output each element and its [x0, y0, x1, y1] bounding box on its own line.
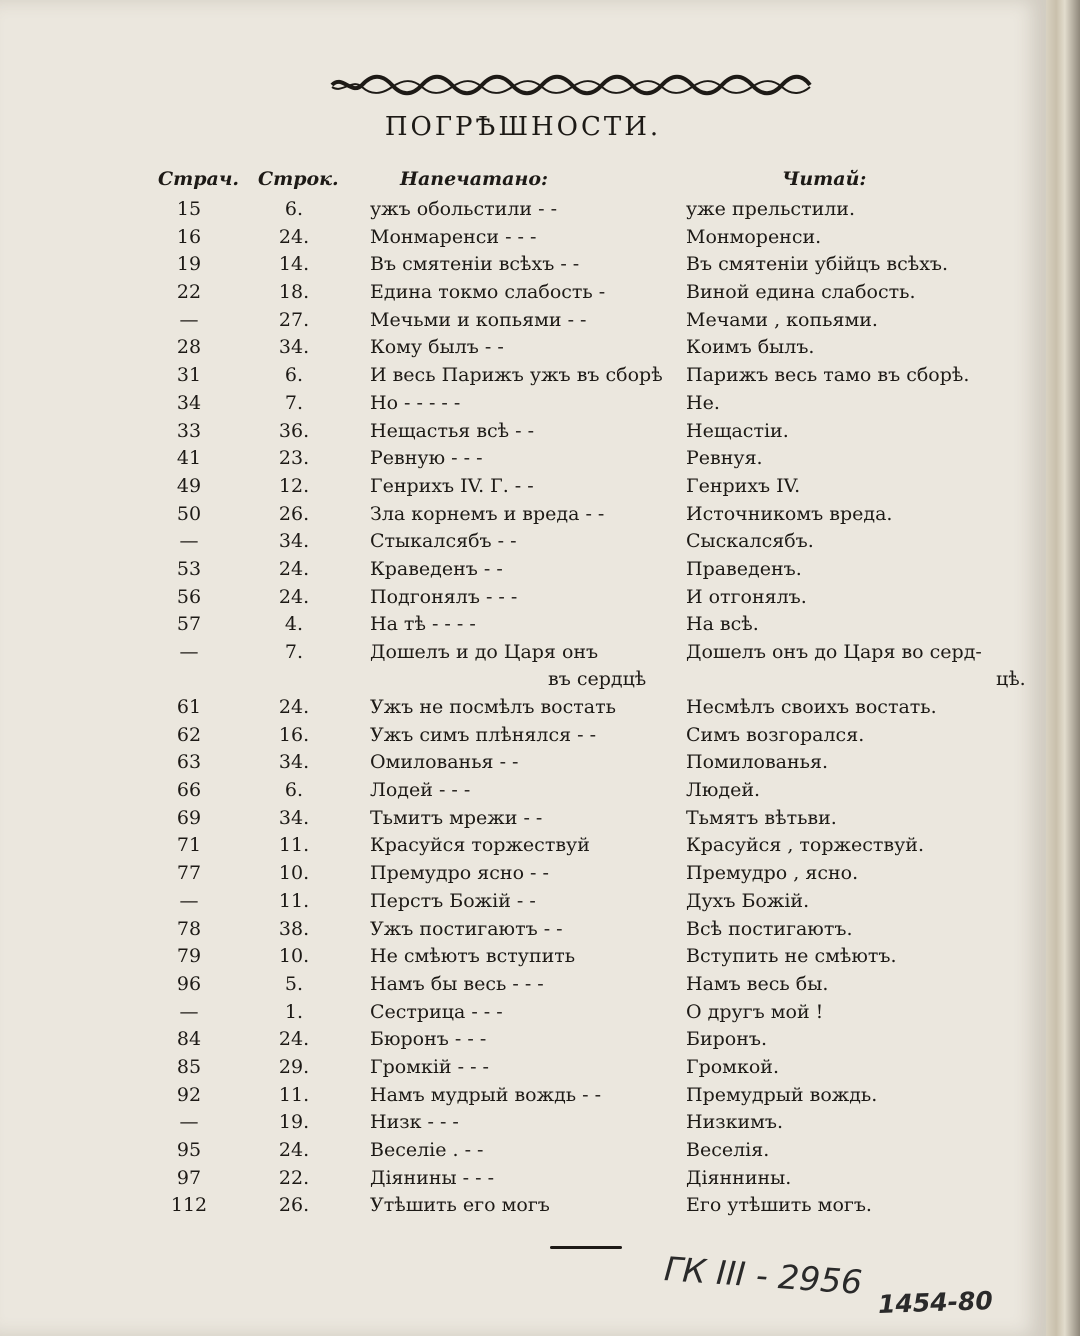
cell-printed: Низк - - -	[370, 1111, 459, 1134]
table-row	[0, 805, 1046, 833]
cell-read: И отгонялъ.	[686, 585, 807, 608]
cell-read: О другъ мой !	[686, 1000, 824, 1023]
cell-line: 24.	[278, 696, 310, 718]
cell-read: Вступить не смѣютъ.	[686, 945, 897, 968]
cell-page: 61	[176, 696, 202, 718]
cell-page: 95	[176, 1139, 202, 1161]
cell-printed: Премудро ясно - -	[370, 862, 549, 885]
cell-page: 34	[176, 391, 202, 414]
cell-read: Сыскалсябъ.	[686, 530, 814, 553]
cell-page: 53	[176, 557, 202, 580]
cell-line: 16.	[278, 723, 310, 746]
cell-line: 6.	[284, 198, 304, 220]
cell-read: Его утѣшить могъ.	[686, 1194, 872, 1217]
table-row	[0, 1109, 1046, 1137]
cell-page: —	[179, 641, 199, 663]
table-row	[0, 307, 1046, 335]
cell-page: 112	[170, 1194, 208, 1217]
cell-page: 96	[176, 972, 202, 995]
cell-page: 19	[176, 253, 202, 276]
cell-read: Веселiя.	[686, 1139, 770, 1161]
table-row	[0, 749, 1046, 777]
table-row	[0, 777, 1046, 805]
cell-line: 11.	[278, 889, 310, 912]
cell-printed: И весь Парижъ ужъ въ сборѣ	[370, 364, 663, 387]
cell-read: Дошелъ онъ до Царя во серд-	[686, 641, 982, 663]
cell-read: Коимъ былъ.	[686, 336, 815, 359]
cell-printed: Омилованья - -	[370, 751, 519, 774]
cell-printed: Утѣшить его могъ	[370, 1194, 550, 1217]
cell-line: 36.	[278, 419, 310, 442]
cell-read: Помилованья.	[686, 751, 829, 774]
cell-line: 4.	[284, 613, 304, 636]
table-row	[0, 1082, 1046, 1110]
cell-line: 19.	[278, 1111, 310, 1134]
cell-printed-continued: въ сердцѣ	[548, 668, 647, 690]
cell-line: 7.	[284, 641, 304, 663]
cell-read: На всѣ.	[686, 613, 759, 636]
table-row	[0, 501, 1046, 529]
cell-page: 66	[176, 779, 202, 802]
cell-line: 6.	[284, 779, 304, 802]
table-row	[0, 390, 1046, 418]
cell-printed: Ужъ симъ плѣнялся - -	[370, 723, 597, 746]
table-row	[0, 473, 1046, 501]
table-row	[0, 888, 1046, 916]
cell-line: 34.	[278, 751, 310, 774]
cell-read: Премудро , ясно.	[686, 862, 859, 885]
cell-read: Парижъ весь тамо въ сборѣ.	[686, 364, 970, 387]
cell-read: Тьмятъ вѣтьви.	[686, 806, 837, 829]
cell-page: 49	[176, 474, 202, 497]
cell-printed: Нещастья всѣ - -	[370, 419, 535, 442]
cell-printed: Намъ бы весь - - -	[370, 972, 544, 995]
cell-line: 6.	[284, 364, 304, 387]
cell-line: 11.	[278, 1083, 310, 1106]
table-row	[0, 1165, 1046, 1193]
table-row	[0, 584, 1046, 612]
cell-page: 31	[176, 364, 202, 387]
errata-table	[0, 196, 1046, 1220]
cell-line: 22.	[278, 1166, 310, 1189]
cell-printed: Тьмитъ мрежи - -	[370, 806, 543, 829]
cell-line: 26.	[278, 502, 310, 525]
cell-line: 34.	[278, 530, 310, 553]
cell-printed: Кому былъ - -	[370, 336, 504, 359]
cell-printed: Ужъ постигаютъ - -	[370, 917, 563, 940]
cell-printed: Бюронъ - - -	[370, 1028, 487, 1051]
cell-read: Красуйся , торжествуй.	[686, 834, 924, 857]
cell-printed: Сестрица - - -	[370, 1000, 503, 1023]
cell-line: 24.	[278, 225, 310, 248]
cell-read: Источникомъ вреда.	[686, 502, 893, 525]
cell-line: 10.	[278, 945, 310, 968]
cell-line: 23.	[278, 447, 310, 470]
cell-read: уже прельстили.	[686, 198, 856, 220]
table-row	[0, 694, 1046, 722]
cell-line: 24.	[278, 557, 310, 580]
cell-read: Монморенси.	[686, 225, 822, 248]
cell-printed: Зла корнемъ и вреда - -	[370, 502, 605, 525]
cell-line: 5.	[284, 972, 304, 995]
cell-page: —	[179, 1111, 199, 1134]
cell-read: Несмѣлъ своихъ востать.	[686, 696, 937, 718]
cell-read: Премудрый вождь.	[686, 1083, 878, 1106]
cell-page: 97	[176, 1166, 202, 1189]
cell-line: 12.	[278, 474, 310, 497]
cell-read: Громкой.	[686, 1055, 779, 1078]
table-row	[0, 832, 1046, 860]
table-row	[0, 418, 1046, 446]
cell-read: Генрихъ IV.	[686, 474, 801, 497]
table-row	[0, 1054, 1046, 1082]
cell-page: 16	[176, 225, 202, 248]
table-row	[0, 362, 1046, 390]
cell-printed: Красуйся торжествуй	[370, 834, 590, 857]
cell-printed: Генрихъ IV. Г. - -	[370, 474, 534, 497]
cell-line: 18.	[278, 281, 310, 304]
cell-printed: ужъ обольстили - -	[370, 198, 557, 220]
table-row	[0, 916, 1046, 944]
ornament-icon	[330, 72, 812, 98]
cell-printed: Мечьми и копьями - -	[370, 308, 587, 331]
cell-read: Не.	[686, 391, 720, 414]
cell-printed: Не смѣютъ вступить	[370, 945, 576, 968]
cell-page: —	[179, 889, 199, 912]
divider	[550, 1246, 622, 1249]
cell-page: 15	[176, 198, 202, 220]
cell-printed: Дiянины - - -	[370, 1166, 495, 1189]
table-row	[0, 528, 1046, 556]
table-row	[0, 445, 1046, 473]
cell-page: 41	[176, 447, 202, 470]
cell-printed: Подгонялъ - - -	[370, 585, 518, 608]
cell-printed: Въ смятенiи всѣхъ - -	[370, 253, 580, 276]
cell-page: 78	[176, 917, 202, 940]
cell-read: Ревнуя.	[686, 447, 763, 470]
cell-printed: Лодей - - -	[370, 779, 471, 802]
cell-read: Намъ весь бы.	[686, 972, 829, 995]
cell-page: 77	[176, 862, 202, 885]
cell-read: Нещастiи.	[686, 419, 789, 442]
cell-printed: Краведенъ - -	[370, 557, 503, 580]
cell-page: 84	[176, 1028, 202, 1051]
cell-line: 38.	[278, 917, 310, 940]
cell-printed: Но - - - - -	[370, 391, 461, 414]
page-title: ПОГРѢШНОСТИ.	[384, 112, 662, 142]
cell-line: 11.	[278, 834, 310, 857]
cell-printed: Намъ мудрый вождь - -	[370, 1083, 602, 1106]
cell-line: 24.	[278, 1028, 310, 1051]
cell-printed: Едина токмо слабость -	[370, 281, 606, 304]
cell-page: 79	[176, 945, 202, 968]
cell-printed: Монмаренси - - -	[370, 225, 537, 248]
cell-printed: Громкiй - - -	[370, 1055, 489, 1078]
table-row	[0, 251, 1046, 279]
cell-printed: Дошелъ и до Царя онъ	[370, 641, 599, 663]
table-row	[0, 943, 1046, 971]
cell-page: 57	[176, 613, 202, 636]
cell-page: 50	[176, 502, 202, 525]
cell-line: 26.	[278, 1194, 310, 1217]
cell-page: —	[179, 1000, 199, 1023]
table-row	[0, 999, 1046, 1027]
table-row	[0, 722, 1046, 750]
cell-read: Биронъ.	[686, 1028, 768, 1051]
inventory-note: ГК III - 2956	[662, 1249, 864, 1302]
cell-page: 85	[176, 1055, 202, 1078]
cell-line: 24.	[278, 585, 310, 608]
cell-page: 62	[176, 723, 202, 746]
cell-read: Праведенъ.	[686, 557, 802, 580]
page-edge	[1046, 0, 1080, 1336]
cell-line: 1.	[284, 1000, 304, 1023]
table-row	[0, 196, 1046, 224]
cell-page: 22	[176, 281, 202, 304]
cell-page: 56	[176, 585, 202, 608]
cell-page: 71	[176, 834, 202, 857]
table-row	[0, 556, 1046, 584]
table-row	[0, 1026, 1046, 1054]
cell-read: Духъ Божiй.	[686, 889, 810, 912]
table-row	[0, 279, 1046, 307]
header-line: Строк.	[258, 168, 339, 190]
cell-page: 33	[176, 419, 202, 442]
cell-line: 7.	[284, 391, 304, 414]
cell-printed: На тѣ - - - -	[370, 613, 476, 636]
cell-read: Мечами , копьями.	[686, 308, 878, 331]
cell-read: Симъ возгорался.	[686, 723, 865, 746]
cell-printed: Стыкалсябъ - -	[370, 530, 517, 553]
cell-read: Людей.	[686, 779, 761, 802]
cell-line: 24.	[278, 1139, 310, 1161]
cell-page: —	[179, 308, 199, 331]
table-row	[0, 860, 1046, 888]
table-row	[0, 971, 1046, 999]
cell-line: 34.	[278, 336, 310, 359]
header-printed: Напечатано:	[400, 168, 549, 190]
cell-line: 34.	[278, 806, 310, 829]
cell-read: Всѣ постигаютъ.	[686, 917, 853, 940]
cell-printed: Ужъ не посмѣлъ востать	[370, 696, 616, 718]
cell-read: Въ смятенiи убiйцъ всѣхъ.	[686, 253, 949, 276]
table-row	[0, 639, 1046, 694]
cell-read: Низкимъ.	[686, 1111, 784, 1134]
cell-printed: Веселiе . - -	[370, 1139, 484, 1161]
table-row	[0, 611, 1046, 639]
catalog-number: 1454-80	[877, 1286, 994, 1319]
header-read: Читай:	[782, 168, 867, 190]
cell-page: 63	[176, 751, 202, 774]
cell-printed: Ревную - - -	[370, 447, 483, 470]
cell-page: —	[179, 530, 199, 553]
cell-line: 27.	[278, 308, 310, 331]
cell-line: 10.	[278, 862, 310, 885]
cell-line: 14.	[278, 253, 310, 276]
cell-line: 29.	[278, 1055, 310, 1078]
cell-page: 69	[176, 806, 202, 829]
header-page: Страч.	[158, 168, 240, 190]
cell-page: 92	[176, 1083, 202, 1106]
table-row	[0, 1192, 1046, 1220]
table-row	[0, 224, 1046, 252]
cell-read-continued: цѣ.	[996, 668, 1026, 690]
cell-printed: Перстъ Божiй - -	[370, 889, 536, 912]
table-row	[0, 334, 1046, 362]
cell-page: 28	[176, 336, 202, 359]
cell-read: Дiяннины.	[686, 1166, 792, 1189]
cell-read: Виной едина слабость.	[686, 281, 916, 304]
table-row	[0, 1137, 1046, 1165]
